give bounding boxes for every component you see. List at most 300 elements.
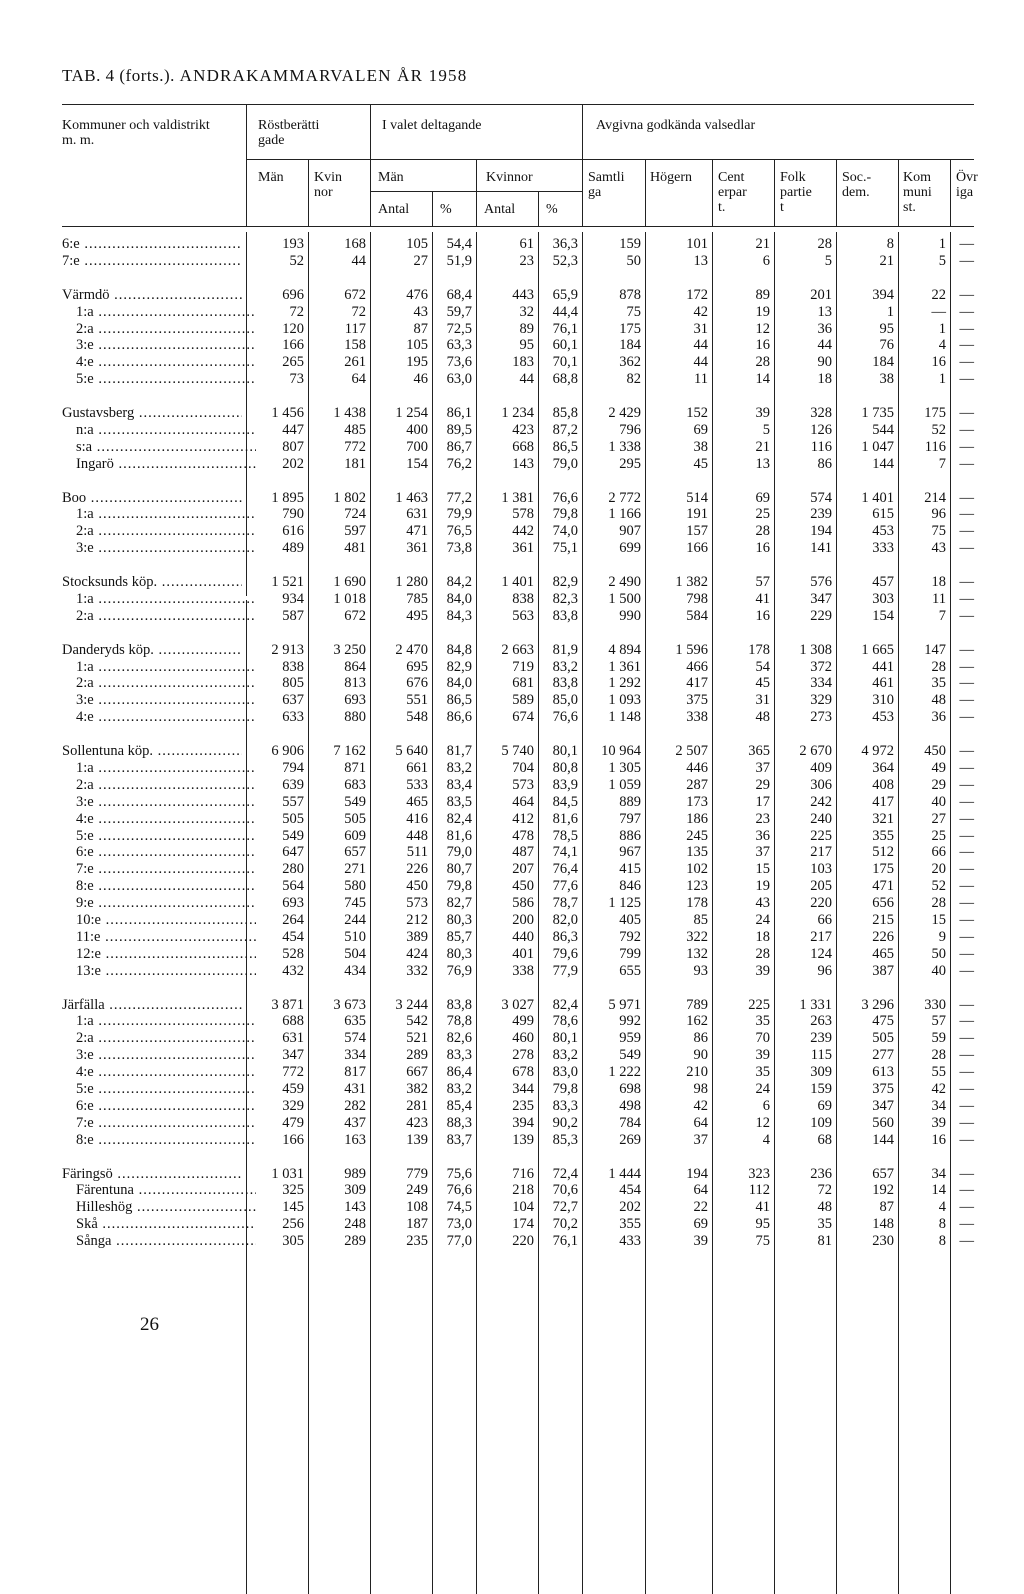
cell-rost-man: 72 [289,303,304,320]
cell-kommunist: 57 [931,1013,946,1030]
cell-delt-man-pct: 77,0 [446,1233,472,1250]
cell-rost-kvinnor: 289 [344,1233,366,1250]
cell-centerpart: 24 [755,1081,770,1097]
cell-delt-man-pct: 86,1 [446,405,472,421]
cell-hogern: 11 [694,371,708,388]
cell-rost-man: 696 [282,286,304,303]
cell-delt-man-pct: 83,2 [446,759,472,776]
cell-samtliga: 796 [619,421,641,438]
cell-ovriga: — [959,590,974,607]
cell-rost-kvinnor: 309 [344,1182,366,1199]
cell-delt-kvinnor-pct: 76,4 [552,861,578,878]
cell-delt-kvinnor-antal: 478 [512,827,534,844]
cell-delt-man-antal: 3 244 [395,996,428,1013]
cell-delt-man-pct: 73,0 [446,1216,472,1233]
cell-delt-man-pct: 80,3 [446,945,472,962]
cell-delt-kvinnor-antal: 338 [512,962,534,979]
cell-rost-man: 631 [282,1030,304,1047]
cell-samtliga: 889 [619,793,641,810]
cell-rost-man: 633 [282,709,304,726]
cell-samtliga: 50 [626,252,641,269]
cell-samtliga: 1 361 [608,658,641,675]
cell-delt-man-antal: 235 [406,1233,428,1250]
cell-delt-kvinnor-antal: 719 [512,658,534,675]
header-top-rule [62,104,974,105]
cell-socdem: 657 [872,1165,894,1182]
cell-delt-man-pct: 88,3 [446,1114,472,1131]
cell-rost-man: 790 [282,506,304,523]
cell-ovriga: — [959,743,974,759]
cell-kommunist: 214 [924,489,946,506]
cell-delt-man-pct: 72,5 [446,320,472,337]
cell-socdem: 375 [872,1081,894,1097]
row-label: 3:e ..... [76,794,256,811]
row-label: 13:e ..... [76,963,256,980]
cell-hogern: 64 [693,1114,708,1131]
cell-socdem: 148 [872,1216,894,1233]
cell-centerpart: 28 [755,354,770,371]
cell-centerpart: 36 [755,827,770,844]
header-samtliga: Samtliga [588,170,625,200]
cell-delt-man-antal: 43 [413,303,428,320]
cell-rost-kvinnor: 597 [344,523,366,540]
header-kommunist: Kommunist. [903,170,932,215]
cell-ovriga: — [959,1064,974,1081]
table-row [0,608,1024,625]
cell-rost-man: 2 913 [271,641,304,658]
row-label: 4:e ..... [76,709,256,726]
cell-delt-kvinnor-pct: 85,8 [552,405,578,421]
header-vrule [712,159,713,226]
cell-delt-kvinnor-pct: 76,1 [552,320,578,337]
cell-delt-man-antal: 521 [406,1030,428,1047]
cell-rost-man: 1 895 [271,489,304,506]
row-label: 7:e ..... [76,861,256,878]
cell-samtliga: 797 [619,810,641,827]
cell-ovriga: — [959,709,974,726]
cell-centerpart: 43 [755,895,770,912]
cell-socdem: 457 [872,574,894,590]
cell-samtliga: 10 964 [601,743,641,759]
cell-delt-kvinnor-antal: 460 [512,1030,534,1047]
cell-delt-man-pct: 89,5 [446,421,472,438]
cell-hogern: 173 [686,793,708,810]
cell-delt-kvinnor-pct: 83,2 [552,658,578,675]
cell-delt-man-pct: 84,2 [446,574,472,590]
cell-folkpartiet: 409 [810,759,832,776]
cell-samtliga: 1 166 [608,506,641,523]
cell-samtliga: 269 [619,1131,641,1148]
cell-hogern: 102 [686,861,708,878]
cell-centerpart: 16 [755,540,770,557]
cell-ovriga: — [959,945,974,962]
cell-delt-kvinnor-antal: 174 [512,1216,534,1233]
cell-folkpartiet: 334 [810,675,832,692]
row-label: 2:a ..... [76,523,256,540]
cell-centerpart: 69 [755,489,770,506]
row-label: 3:e ..... [76,1047,256,1064]
cell-kommunist: 52 [931,421,946,438]
row-label: 8:e ..... [76,1132,256,1149]
header-deltagande: I valet deltagande [382,118,482,133]
cell-ovriga: — [959,438,974,455]
cell-folkpartiet: 347 [810,590,832,607]
cell-rost-kvinnor: 481 [344,540,366,557]
cell-centerpart: 178 [748,641,770,658]
cell-delt-man-antal: 226 [406,861,428,878]
cell-delt-man-pct: 76,6 [446,1182,472,1199]
cell-delt-kvinnor-pct: 44,4 [552,303,578,320]
cell-socdem: 215 [872,912,894,928]
table-row [0,912,1024,929]
cell-delt-kvinnor-antal: 681 [512,675,534,692]
cell-rost-kvinnor: 505 [344,810,366,827]
cell-delt-man-antal: 1 280 [395,574,428,590]
cell-kommunist: 59 [931,1030,946,1047]
cell-ovriga: — [959,1047,974,1064]
cell-delt-kvinnor-pct: 85,0 [552,692,578,709]
cell-kommunist: 55 [931,1064,946,1081]
cell-delt-kvinnor-antal: 44 [519,371,534,388]
cell-delt-kvinnor-antal: 678 [512,1064,534,1081]
cell-ovriga: — [959,540,974,557]
table-row [0,321,1024,338]
table-row [0,828,1024,845]
table-row [0,1182,1024,1199]
table-row [0,456,1024,473]
cell-centerpart: 57 [755,574,770,590]
cell-hogern: 44 [693,337,708,354]
cell-delt-man-pct: 76,9 [446,962,472,979]
cell-rost-man: 166 [282,1131,304,1148]
cell-delt-kvinnor-pct: 72,7 [552,1199,578,1216]
table-row [0,963,1024,980]
cell-delt-man-antal: 249 [406,1182,428,1199]
cell-socdem: 8 [886,236,894,252]
cell-rost-man: 639 [282,776,304,793]
cell-hogern: 69 [693,1216,708,1233]
row-label: 2:a ..... [76,1030,256,1047]
cell-delt-man-pct: 83,5 [446,793,472,810]
table-row [0,878,1024,895]
cell-rost-kvinnor: 72 [351,303,366,320]
cell-rost-man: 528 [282,945,304,962]
cell-rost-kvinnor: 693 [344,692,366,709]
cell-delt-kvinnor-pct: 79,0 [552,455,578,472]
cell-delt-kvinnor-antal: 220 [512,1233,534,1250]
row-label: Sollentuna köp. ..... [62,743,242,760]
cell-hogern: 85 [693,912,708,928]
cell-delt-man-pct: 59,7 [446,303,472,320]
cell-delt-man-pct: 79,9 [446,506,472,523]
cell-samtliga: 792 [619,928,641,945]
cell-delt-man-antal: 511 [406,844,428,861]
cell-centerpart: 323 [748,1165,770,1182]
cell-kommunist: 96 [931,506,946,523]
cell-delt-kvinnor-antal: 104 [512,1199,534,1216]
cell-delt-man-pct: 75,6 [446,1165,472,1182]
cell-delt-kvinnor-antal: 589 [512,692,534,709]
cell-rost-kvinnor: 657 [344,844,366,861]
cell-ovriga: — [959,337,974,354]
cell-ovriga: — [959,1030,974,1047]
cell-delt-man-antal: 281 [406,1097,428,1114]
cell-delt-man-pct: 79,8 [446,878,472,895]
row-label: 7:e ..... [62,253,242,270]
cell-delt-kvinnor-pct: 74,1 [552,844,578,861]
cell-delt-man-antal: 424 [406,945,428,962]
cell-hogern: 38 [693,438,708,455]
table-row [0,1132,1024,1149]
cell-socdem: 21 [879,252,894,269]
cell-delt-man-antal: 476 [406,286,428,303]
cell-rost-man: 305 [282,1233,304,1250]
row-label: 3:e ..... [76,692,256,709]
cell-folkpartiet: 69 [817,1097,832,1114]
cell-kommunist: 28 [931,1047,946,1064]
cell-kommunist: 40 [931,793,946,810]
cell-delt-kvinnor-antal: 704 [512,759,534,776]
cell-hogern: 2 507 [675,743,708,759]
table-row [0,1098,1024,1115]
cell-delt-kvinnor-pct: 81,9 [552,641,578,658]
cell-rost-kvinnor: 282 [344,1097,366,1114]
cell-rost-man: 688 [282,1013,304,1030]
cell-samtliga: 784 [619,1114,641,1131]
cell-hogern: 245 [686,827,708,844]
cell-ovriga: — [959,489,974,506]
cell-centerpart: 45 [755,675,770,692]
cell-folkpartiet: 236 [810,1165,832,1182]
cell-rost-man: 447 [282,421,304,438]
row-label: 4:e ..... [76,1064,256,1081]
cell-kommunist: 75 [931,523,946,540]
cell-samtliga: 1 125 [608,895,641,912]
cell-ovriga: — [959,421,974,438]
cell-delt-man-antal: 154 [406,455,428,472]
row-label: 2:a ..... [76,777,256,794]
table-row [0,675,1024,692]
cell-delt-kvinnor-antal: 499 [512,1013,534,1030]
cell-kommunist: 49 [931,759,946,776]
cell-centerpart: 54 [755,658,770,675]
row-label: 2:a ..... [76,321,256,338]
header-centerpart: Centerpart. [718,170,747,215]
table-row [0,304,1024,321]
cell-rost-kvinnor: 672 [344,607,366,624]
table-row [0,895,1024,912]
cell-ovriga: — [959,1182,974,1199]
cell-socdem: 512 [872,844,894,861]
cell-hogern: 132 [686,945,708,962]
cell-rost-man: 454 [282,928,304,945]
cell-rost-man: 805 [282,675,304,692]
cell-socdem: 277 [872,1047,894,1064]
cell-centerpart: 18 [755,928,770,945]
cell-hogern: 338 [686,709,708,726]
header-vrule [774,159,775,226]
cell-rost-kvinnor: 813 [344,675,366,692]
row-label: Skå ..... [76,1216,256,1233]
cell-folkpartiet: 2 670 [799,743,832,759]
cell-rost-kvinnor: 549 [344,793,366,810]
cell-ovriga: — [959,252,974,269]
cell-kommunist: 8 [938,1233,946,1250]
cell-rost-kvinnor: 609 [344,827,366,844]
cell-socdem: 76 [879,337,894,354]
cell-hogern: 69 [693,421,708,438]
cell-delt-man-pct: 82,7 [446,895,472,912]
cell-samtliga: 1 292 [608,675,641,692]
cell-centerpart: 75 [755,1233,770,1250]
cell-delt-kvinnor-antal: 586 [512,895,534,912]
cell-samtliga: 2 429 [608,405,641,421]
cell-samtliga: 886 [619,827,641,844]
table-row [0,743,1024,760]
cell-kommunist: — [931,303,946,320]
cell-samtliga: 1 338 [608,438,641,455]
cell-hogern: 90 [693,1047,708,1064]
cell-socdem: 1 401 [861,489,894,506]
cell-folkpartiet: 90 [817,354,832,371]
cell-hogern: 514 [686,489,708,506]
cell-delt-kvinnor-pct: 77,6 [552,878,578,895]
cell-delt-kvinnor-antal: 139 [512,1131,534,1148]
cell-delt-kvinnor-antal: 1 401 [501,574,534,590]
cell-delt-man-antal: 779 [406,1165,428,1182]
table-row [0,236,1024,253]
cell-kommunist: 36 [931,709,946,726]
cell-socdem: 453 [872,523,894,540]
cell-ovriga: — [959,810,974,827]
cell-kommunist: 14 [931,1182,946,1199]
cell-centerpart: 14 [755,371,770,388]
table-row [0,1081,1024,1098]
cell-delt-kvinnor-antal: 143 [512,455,534,472]
header-rostberattigade: Röstberättigade [258,118,320,148]
cell-samtliga: 967 [619,844,641,861]
cell-samtliga: 159 [619,236,641,252]
cell-delt-man-antal: 332 [406,962,428,979]
cell-delt-man-pct: 63,3 [446,337,472,354]
row-label: 3:e ..... [76,540,256,557]
table-row [0,490,1024,507]
cell-rost-kvinnor: 163 [344,1131,366,1148]
cell-ovriga: — [959,1114,974,1131]
cell-kommunist: 48 [931,692,946,709]
header-antal-kvinnor: Antal [484,202,516,217]
cell-samtliga: 405 [619,912,641,928]
row-label: 6:e ..... [62,236,242,253]
cell-rost-man: 265 [282,354,304,371]
cell-ovriga: — [959,405,974,421]
cell-samtliga: 1 148 [608,709,641,726]
cell-socdem: 321 [872,810,894,827]
cell-rost-man: 549 [282,827,304,844]
row-label: 5:e ..... [76,371,256,388]
cell-centerpart: 112 [748,1182,770,1199]
cell-delt-man-pct: 83,7 [446,1131,472,1148]
table-row [0,1199,1024,1216]
cell-kommunist: 28 [931,658,946,675]
cell-rost-kvinnor: 1 438 [333,405,366,421]
cell-hogern: 417 [686,675,708,692]
cell-ovriga: — [959,574,974,590]
cell-folkpartiet: 81 [817,1233,832,1250]
cell-delt-kvinnor-pct: 52,3 [552,252,578,269]
cell-rost-man: 772 [282,1064,304,1081]
cell-hogern: 86 [693,1030,708,1047]
cell-socdem: 417 [872,793,894,810]
header-socdem: Soc.-dem. [842,170,872,200]
cell-delt-man-antal: 389 [406,928,428,945]
cell-socdem: 1 047 [861,438,894,455]
cell-rost-man: 794 [282,759,304,776]
row-label: Sånga ..... [76,1233,256,1250]
cell-rost-kvinnor: 117 [344,320,366,337]
cell-socdem: 184 [872,354,894,371]
cell-ovriga: — [959,996,974,1013]
cell-socdem: 226 [872,928,894,945]
cell-centerpart: 4 [762,1131,770,1148]
cell-folkpartiet: 217 [810,844,832,861]
cell-folkpartiet: 126 [810,421,832,438]
cell-delt-kvinnor-antal: 61 [519,236,534,252]
cell-kommunist: 22 [931,286,946,303]
cell-rost-kvinnor: 3 673 [333,996,366,1013]
cell-centerpart: 37 [755,759,770,776]
cell-socdem: 465 [872,945,894,962]
cell-delt-man-antal: 661 [406,759,428,776]
cell-ovriga: — [959,776,974,793]
cell-delt-kvinnor-antal: 3 027 [501,996,534,1013]
cell-ovriga: — [959,912,974,928]
cell-kommunist: 27 [931,810,946,827]
cell-rost-kvinnor: 158 [344,337,366,354]
cell-samtliga: 362 [619,354,641,371]
row-label: Värmdö ..... [62,287,242,304]
cell-delt-kvinnor-antal: 207 [512,861,534,878]
cell-rost-kvinnor: 724 [344,506,366,523]
cell-delt-kvinnor-pct: 85,3 [552,1131,578,1148]
cell-folkpartiet: 205 [810,878,832,895]
cell-hogern: 162 [686,1013,708,1030]
cell-socdem: 656 [872,895,894,912]
cell-kommunist: 25 [931,827,946,844]
cell-centerpart: 41 [755,590,770,607]
cell-delt-kvinnor-pct: 79,8 [552,506,578,523]
cell-ovriga: — [959,1165,974,1182]
cell-rost-kvinnor: 1 802 [333,489,366,506]
cell-rost-man: 616 [282,523,304,540]
cell-rost-man: 557 [282,793,304,810]
cell-ovriga: — [959,371,974,388]
cell-rost-kvinnor: 261 [344,354,366,371]
cell-delt-kvinnor-pct: 82,0 [552,912,578,928]
cell-kommunist: 34 [931,1165,946,1182]
table-row [0,1064,1024,1081]
header-avgivna: Avgivna godkända valsedlar [596,118,756,133]
cell-rost-kvinnor: 1 018 [333,590,366,607]
cell-kommunist: 1 [938,320,946,337]
cell-delt-kvinnor-pct: 68,8 [552,371,578,388]
row-label: 8:e ..... [76,878,256,895]
cell-delt-man-antal: 187 [406,1216,428,1233]
cell-delt-kvinnor-antal: 401 [512,945,534,962]
cell-samtliga: 699 [619,540,641,557]
cell-centerpart: 35 [755,1013,770,1030]
cell-hogern: 37 [693,1131,708,1148]
